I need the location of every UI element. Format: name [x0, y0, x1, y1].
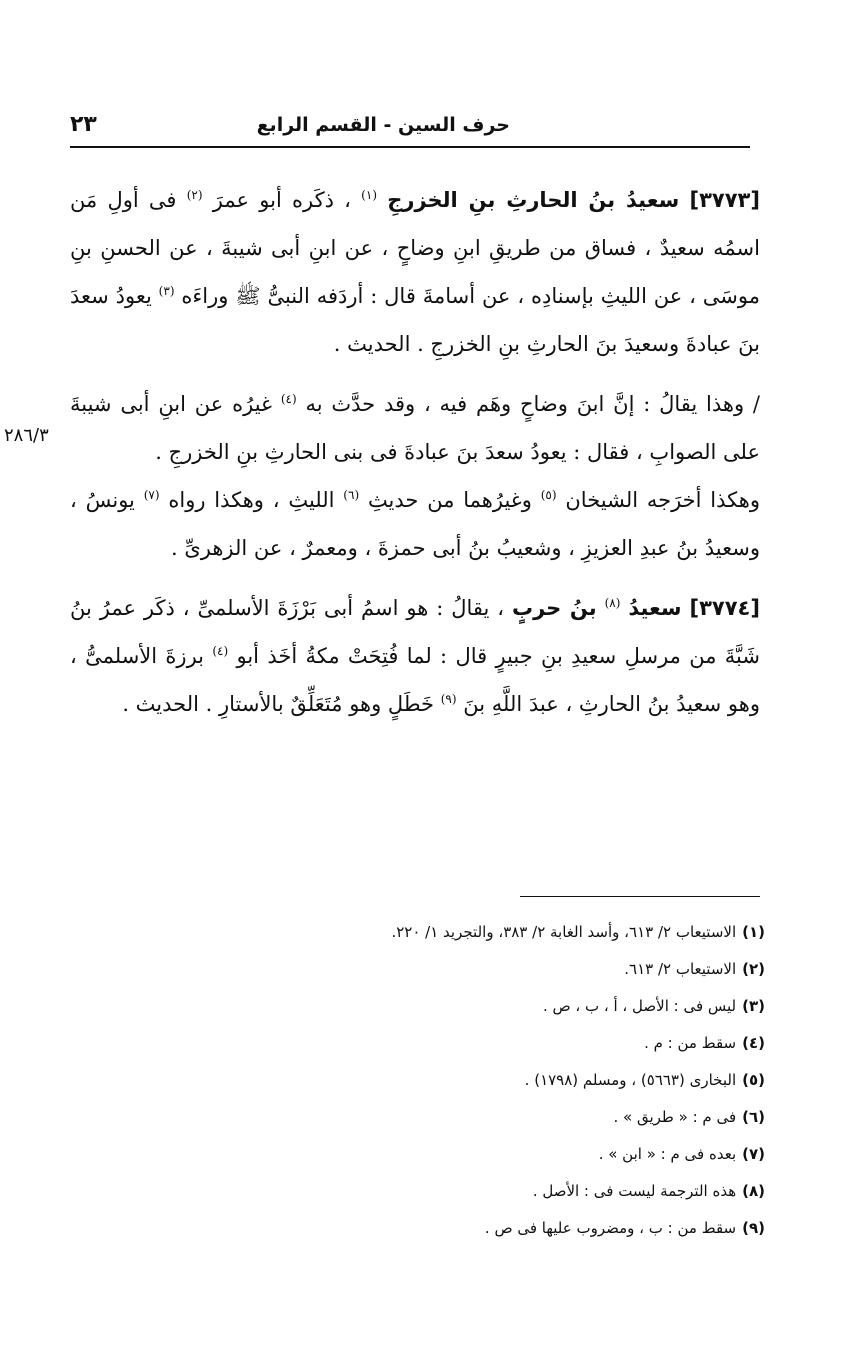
footnote [200, 1173, 765, 1210]
footnote [200, 914, 765, 951]
footnote-text: فى م : « طريق » . [613, 1108, 737, 1126]
footnote-ref: (١) [361, 188, 377, 202]
header-rule [70, 146, 750, 148]
footnote-ref: (٥) [540, 488, 557, 502]
entry-name: سعيدُ بنُ الحارثِ بنِ الخزرجِ [387, 188, 680, 212]
footnote-ref: (٩) [440, 692, 457, 706]
footnote-text: الاستيعاب ٢/ ٦١٣. [624, 960, 737, 978]
entry-3773 [70, 176, 760, 368]
commentary-text: / وهذا يقالُ : إنَّ ابنَ وضاحٍ وهَم فيه ، وقد حدَّث به [305, 392, 760, 416]
footnote-rule [520, 896, 760, 897]
footnote-number: (٨) [742, 1182, 765, 1200]
footnote [200, 1099, 765, 1136]
entry-commentary [70, 380, 760, 572]
footnote [200, 988, 765, 1025]
footnote-ref: (٨) [604, 596, 621, 610]
entry-number: [٣٧٧٣] [689, 188, 760, 212]
footnote-number: (٦) [742, 1108, 765, 1126]
entry-text: خَطَلٍ وهو مُتَعَلِّقٌ بالأستارِ . الحديث . [122, 692, 435, 716]
commentary-text: غيرُه عن ابنِ أبى شيبةَ على الصوابِ ، فقال : يعودُ سعدَ بنَ عبادةَ فى بنى الحارثِ بنِ الخزرجِ . [70, 392, 760, 464]
footnote-number: (٢) [742, 960, 765, 978]
footnote-number: (٣) [742, 997, 765, 1015]
footnote [200, 1210, 765, 1247]
entry-name: سعيدُ [628, 596, 682, 620]
footnote-ref: (٤) [280, 392, 297, 406]
footnote-text: بعده فى م : « ابن » . [598, 1145, 737, 1163]
entry-name: بنُ حربٍ [511, 596, 597, 620]
footnote-text: سقط من : م . [644, 1034, 737, 1052]
page-number: ٢٣ [70, 112, 97, 137]
footnote [200, 1025, 765, 1062]
footnote [200, 1062, 765, 1099]
volume-page-marker: ٢٨٦/٣ [4, 425, 49, 446]
commentary-text: وهكذا أخرَجه الشيخان [565, 488, 760, 512]
footnote [200, 951, 765, 988]
footnote-number: (١) [742, 923, 765, 941]
footnote-text: سقط من : ب ، ومضروب عليها فى ص . [484, 1219, 737, 1237]
entry-3774 [70, 584, 760, 728]
footnote-text: الاستيعاب ٢/ ٦١٣، وأسد الغابة ٢/ ٣٨٣، والتجريد ١/ ٢٢٠. [391, 923, 737, 941]
entry-text: ، ذكَره أبو عمرَ [212, 188, 351, 212]
entry-text: يعودُ سعدَ بنَ عبادةَ وسعيدَ بنَ الحارثِ بنِ الخزرجِ . الحديث . [70, 284, 760, 356]
footnote [200, 1136, 765, 1173]
footnote-number: (٩) [742, 1219, 765, 1237]
footnote-number: (٧) [742, 1145, 765, 1163]
footnote-text: هذه الترجمة ليست فى : الأصل . [532, 1182, 737, 1200]
footnotes [200, 914, 765, 1247]
entry-number: [٣٧٧٤] [689, 596, 760, 620]
footnote-ref: (٣) [158, 284, 175, 298]
footnote-ref: (٢) [186, 188, 203, 202]
footnote-text: ليس فى : الأصل ، أ ، ب ، ص . [542, 997, 737, 1015]
entry-text: برزةَ الأسلمىُّ ، وهو سعيدُ بنُ الحارثِ ، عبدَ اللَّهِ بنَ [70, 644, 760, 716]
footnote-text: البخارى (٥٦٦٣) ، ومسلم (١٧٩٨) . [524, 1071, 737, 1089]
commentary-text: الليثِ ، وهكذا رواه [168, 488, 335, 512]
entry-text: ، يقالُ : هو اسمُ أبى بَرْزَةَ الأسلمىِّ ، ذكَر عمرُ بنُ شَبَّةَ من مرسلِ سعيدِ بنِ جبيرٍ قال : لما فُتِحَتْ مكةُ أخَذ أبو [70, 596, 760, 668]
running-title: حرف السين - القسم الرابع [256, 114, 510, 136]
commentary-text: وغيرُهما من حديثِ [367, 488, 532, 512]
footnote-ref: (٤) [212, 644, 229, 658]
footnote-number: (٥) [742, 1071, 765, 1089]
footnote-number: (٤) [742, 1034, 765, 1052]
page-header [70, 108, 750, 144]
footnote-ref: (٧) [143, 488, 160, 502]
footnote-ref: (٦) [343, 488, 360, 502]
entry-text: فى أولِ مَن اسمُه سعيدٌ ، فساق من طريقِ ابنِ وضاحٍ ، عن ابنِ أبى شيبةَ ، عن الحسنِ بنِ موسَى ، عن الليثِ بإسنادِه ، عن أسامةَ قال : أردَفه النبىُّ ﷺ وراءَه [70, 188, 760, 308]
main-text [70, 176, 760, 728]
commentary-text: يونسُ ، وسعيدُ بنُ عبدِ العزيزِ ، وشعيبُ بنُ أبى حمزةَ ، ومعمرٌ ، عن الزهرىِّ . [70, 488, 760, 560]
